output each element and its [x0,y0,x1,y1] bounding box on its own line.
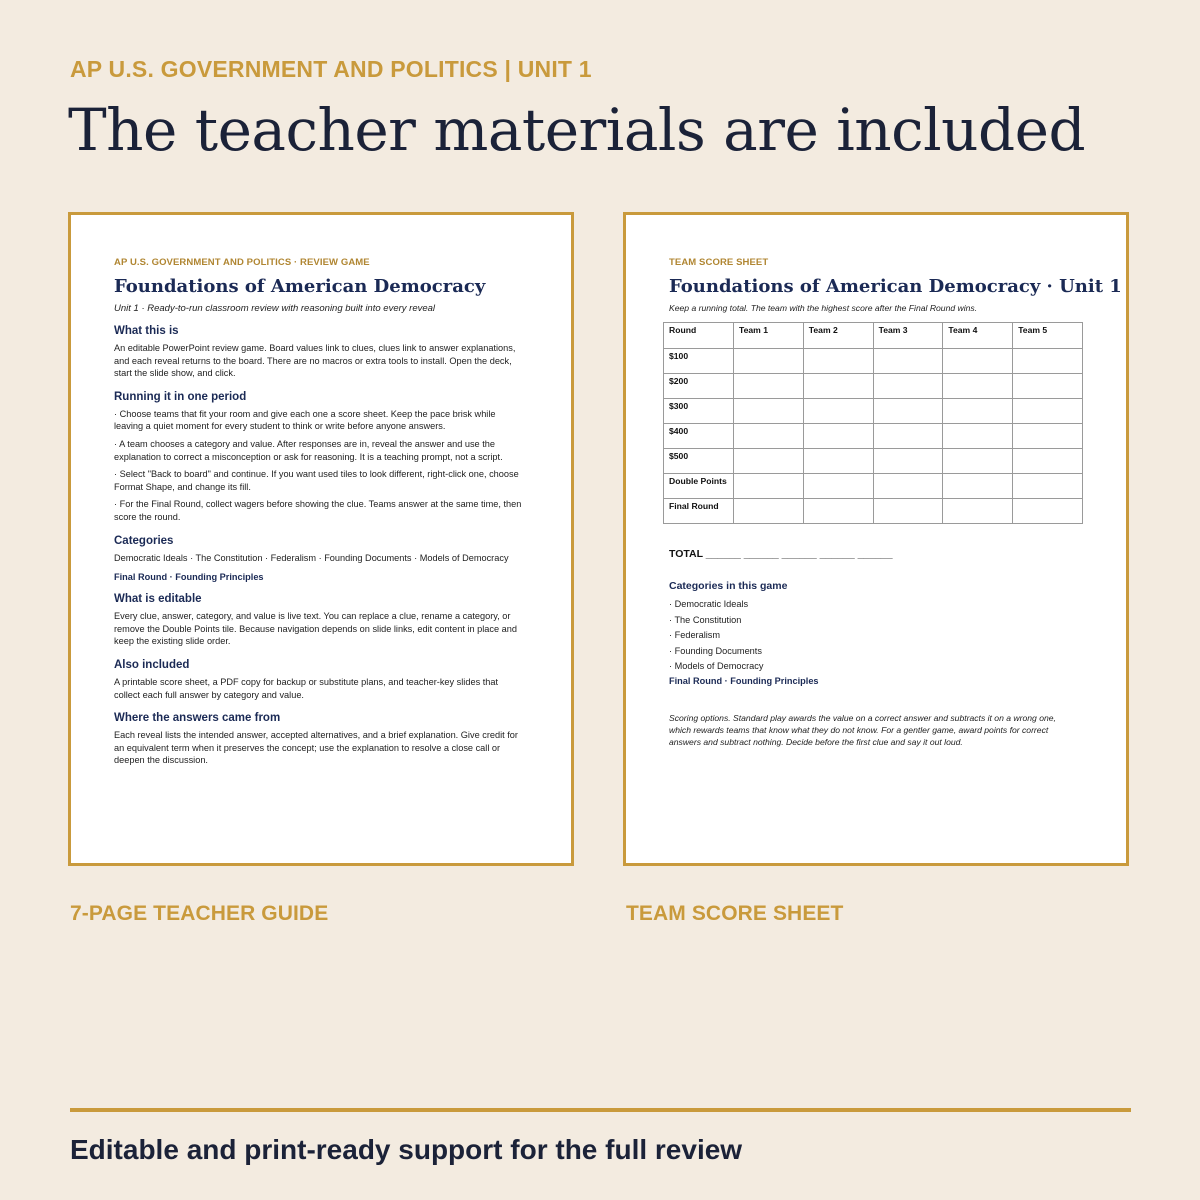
score-cell [1013,499,1083,524]
score-cell [734,449,804,474]
score-table [663,322,1083,524]
section-heading: Running it in one period [114,390,247,403]
sheet-eyebrow: TEAM SCORE SHEET [669,257,769,268]
section-paragraph: A printable score sheet, a PDF copy for backup or substitute plans, and teacher-key slides that collect each full answer by category and value. [114,676,499,700]
total-line: TOTAL ______ ______ ______ ______ ______ [669,548,893,560]
guide-subtitle: Unit 1 · Ready-to-run classroom review with reasoning built into every reveal [114,303,436,314]
teacher-guide-caption: 7-PAGE TEACHER GUIDE [70,902,329,925]
score-cell [803,499,873,524]
score-cell [1013,474,1083,499]
score-cell [803,449,873,474]
guide-eyebrow: AP U.S. GOVERNMENT AND POLITICS · REVIEW GAME [114,257,370,268]
section-heading: Also included [114,658,190,671]
section-paragraph: · Select "Back to board" and continue. If you want used tiles to look different, right-click one, choose Format Shape, and change its fill. [114,469,519,492]
score-cell [734,424,804,449]
table-row [664,499,1083,524]
score-cell [943,424,1013,449]
list-item: · Models of Democracy [669,661,764,671]
score-cell [873,399,943,424]
score-cell [1013,374,1083,399]
round-label: Final Round [664,499,734,524]
section-paragraph: Democratic Ideals · The Constitution · Federalism · Founding Documents · Models of Democracy [114,552,509,563]
column-header: Round [664,323,734,349]
page-headline: The teacher materials are included [68,96,1086,164]
score-cell [803,399,873,424]
sheet-subtitle: Keep a running total. The team with the highest score after the Final Round wins. [669,303,978,313]
section-heading: Where the answers came from [114,712,281,725]
section-heading: What this is [114,325,179,337]
score-cell [873,474,943,499]
score-cell [1013,349,1083,374]
score-cell [873,374,943,399]
round-label: $500 [664,449,734,474]
section-heading: What is editable [114,593,202,606]
round-label: $300 [664,399,734,424]
list-item: · The Constitution [669,614,742,625]
score-cell [734,349,804,374]
table-row [664,374,1083,399]
score-cell [803,374,873,399]
table-row [664,449,1083,474]
column-header: Team 1 [734,323,804,349]
score-sheet-preview [623,212,1129,866]
footer-tagline: Editable and print-ready support for the full review [70,1134,743,1165]
categories-heading: Categories in this game [669,580,788,592]
score-cell [1013,424,1083,449]
list-item: · Founding Documents [669,645,762,656]
section-heading: Categories [114,534,174,547]
score-cell [943,499,1013,524]
score-cell [943,399,1013,424]
score-cell [734,474,804,499]
score-cell [943,474,1013,499]
score-cell [803,349,873,374]
final-round-label: Final Round · Founding Principles [669,675,819,686]
column-header: Team 3 [873,323,943,349]
table-row [664,474,1083,499]
table-row [664,349,1083,374]
score-cell [943,374,1013,399]
section-paragraph: · A team chooses a category and value. After responses are in, reveal the answer and use the explanation to correct a misconception or ask for reasoning. It is a teaching prompt, not a script. [114,438,503,462]
score-cell [734,499,804,524]
score-sheet-caption: TEAM SCORE SHEET [626,902,844,925]
round-label: $100 [664,349,734,374]
score-cell [873,349,943,374]
score-cell [1013,449,1083,474]
sheet-title: Foundations of American Democracy · Unit 1 [669,276,1122,297]
column-header: Team 4 [943,323,1013,349]
page-eyebrow: AP U.S. GOVERNMENT AND POLITICS | UNIT 1 [70,56,592,82]
column-header: Team 2 [803,323,873,349]
score-cell [803,474,873,499]
teacher-guide-preview [68,212,574,866]
section-paragraph: · For the Final Round, collect wagers before showing the clue. Teams answer at the same time, then score the round. [114,499,522,522]
score-cell [943,449,1013,474]
scoring-options: Scoring options. Standard play awards the value on a correct answer and subtracts it on a wrong one, which rewards teams that know what they do not know. For a gentler game, award points for correct answers and subtract nothing. Decide before the first clue and say it out loud. [669,712,1056,747]
section-paragraph: An editable PowerPoint review game. Board values link to clues, clues link to answer explanations, and each reveal returns to the board. There are no macros or extra tools to install. Open the deck, start the slide show, and click. [114,343,516,379]
round-label: $200 [664,374,734,399]
divider [70,1108,1131,1112]
section-paragraph: Each reveal lists the intended answer, accepted alternatives, and a brief explanation. Give credit for an equivalent term when it preserves the concept; use the explanation to resolve a close call or deepen the discussion. [114,730,518,766]
score-cell [873,424,943,449]
score-cell [943,349,1013,374]
score-cell [1013,399,1083,424]
score-cell [734,399,804,424]
section-paragraph: Every clue, answer, category, and value is live text. You can replace a clue, rename a category, or remove the Double Points tile. Because navigation depends on slide links, edit content in place and keep the existing slide order. [114,611,517,647]
score-cell [803,424,873,449]
score-cell [873,449,943,474]
table-row [664,399,1083,424]
list-item: · Federalism [669,630,721,640]
column-header: Team 5 [1013,323,1083,349]
score-cell [734,374,804,399]
list-item: · Democratic Ideals [669,599,749,609]
table-row [664,424,1083,449]
final-round-label: Final Round · Founding Principles [114,572,264,583]
round-label: $400 [664,424,734,449]
score-cell [873,499,943,524]
categories-list [669,597,1080,675]
guide-title: Foundations of American Democracy [114,276,486,297]
table-header-row [664,323,1083,349]
section-paragraph: · Choose teams that fit your room and give each one a score sheet. Keep the pace brisk while leaving a quiet moment for every student to think or write before anyone answers. [114,408,496,432]
round-label: Double Points [664,474,734,499]
